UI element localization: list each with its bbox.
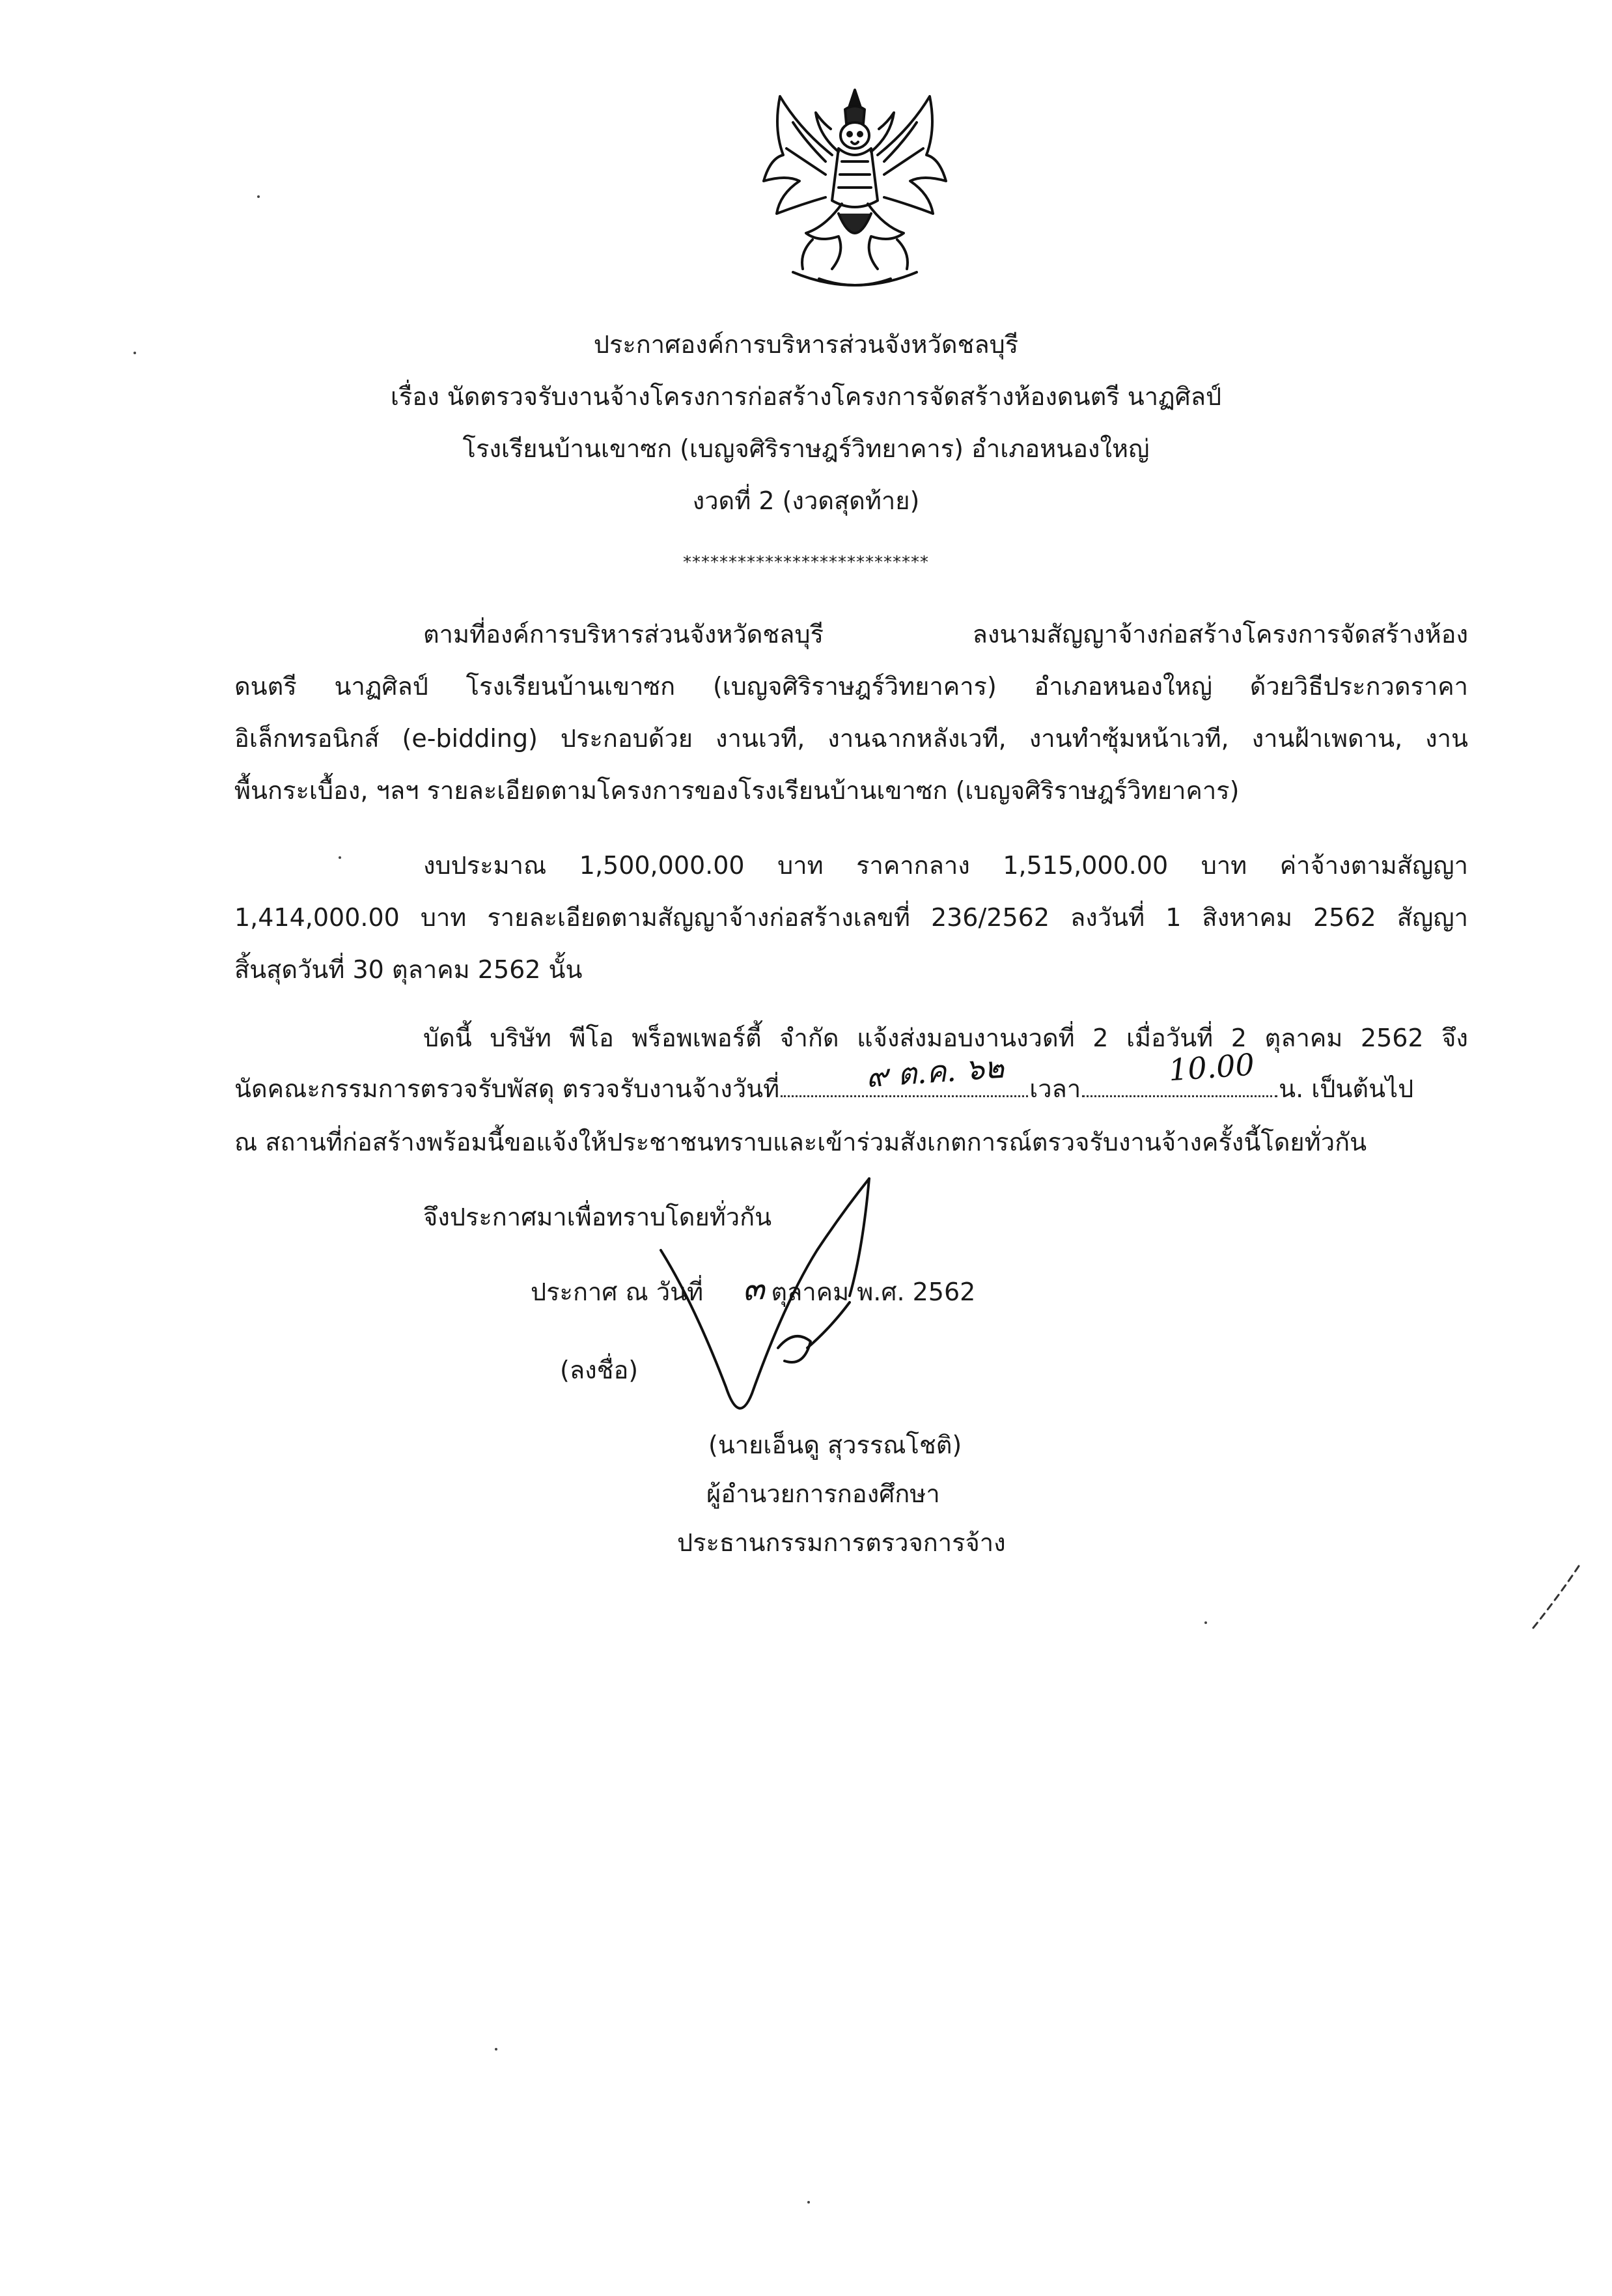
closing-announce: จึงประกาศมาเพื่อทราบโดยทั่วกัน — [423, 1203, 772, 1231]
subject-line-1: เรื่อง นัดตรวจรับงานจ้างโครงการก่อสร้างโครงการจัดสร้างห้องดนตรี นาฏศิลป์ — [390, 382, 1222, 411]
scan-speck — [807, 2201, 810, 2204]
scan-speck — [495, 2048, 497, 2051]
paragraph1-line1: ตามที่องค์การบริหารส่วนจังหวัดชลบุรี ลงนามสัญญาจ้างก่อสร้างโครงการจัดสร้างห้อง — [423, 620, 1468, 649]
garuda-emblem-icon — [754, 83, 956, 298]
inspection-time-suffix: น. เป็นต้นไป — [1279, 1074, 1414, 1103]
paragraph2-line3: สิ้นสุดวันที่ 30 ตุลาคม 2562 นั้น — [234, 955, 583, 984]
signer-position-2: ประธานกรรมการตรวจการจ้าง — [677, 1528, 1006, 1557]
handwritten-signature — [654, 1172, 902, 1446]
announcement-date-suffix: ตุลาคม พ.ศ. 2562 — [771, 1278, 976, 1306]
handwritten-inspection-date: ๙ ต.ค. ๖๒ — [865, 1049, 1005, 1095]
inspection-time-label: เวลา — [1029, 1074, 1081, 1103]
scan-speck — [257, 195, 260, 198]
paragraph1-line2: ดนตรี นาฏศิลป์ โรงเรียนบ้านเขาซก (เบญจศิริราษฎร์วิทยาคาร) อำเภอหนองใหญ่ ด้วยวิธีประกวดราคา — [234, 672, 1468, 701]
signer-position-1: ผู้อำนวยการกองศึกษา — [706, 1479, 940, 1508]
separator-line: *************************** — [683, 553, 929, 572]
handwritten-announcement-day: ๓ — [740, 1268, 766, 1309]
scan-speck — [339, 856, 341, 859]
signer-name: (นายเอ็นดู สุวรรณโชติ) — [708, 1431, 962, 1459]
paragraph3-line1: บัดนี้ บริษัท พีโอ พร็อพเพอร์ตี้ จำกัด แจ้งส่งมอบงานงวดที่ 2 เมื่อวันที่ 2 ตุลาคม 2562 จึง — [423, 1024, 1468, 1052]
subject-line-2: โรงเรียนบ้านเขาซก (เบญจศิริราษฎร์วิทยาคาร) อำเภอหนองใหญ่ — [462, 434, 1150, 463]
subject-line-3: งวดที่ 2 (งวดสุดท้าย) — [692, 486, 920, 515]
scan-speck — [1204, 1621, 1207, 1624]
paragraph3-line2 — [234, 1073, 1468, 1104]
paragraph2-line1: งบประมาณ 1,500,000.00 บาท ราคากลาง 1,515,000.00 บาท ค่าจ้างตามสัญญา — [423, 851, 1468, 880]
paragraph3-line3: ณ สถานที่ก่อสร้างพร้อมนี้ขอแจ้งให้ประชาชนทราบและเข้าร่วมสังเกตการณ์ตรวจรับงานจ้างครั้งนี้โดยทั่วกัน — [234, 1128, 1367, 1156]
announcement-title: ประกาศองค์การบริหารส่วนจังหวัดชลบุรี — [593, 330, 1019, 359]
scan-speck — [133, 352, 136, 354]
paragraph1-line4: พื้นกระเบื้อง, ฯลฯ รายละเอียดตามโครงการของโรงเรียนบ้านเขาซก (เบญจศิริราษฎร์วิทยาคาร) — [234, 776, 1240, 805]
inspection-date-label: นัดคณะกรรมการตรวจรับพัสดุ ตรวจรับงานจ้างวันที่ — [234, 1074, 780, 1103]
margin-mark — [1527, 1563, 1585, 1634]
signed-label: (ลงชื่อ) — [560, 1356, 639, 1384]
paragraph2-line2: 1,414,000.00 บาท รายละเอียดตามสัญญาจ้างก่อสร้างเลขที่ 236/2562 ลงวันที่ 1 สิงหาคม 2562 สัญญา — [234, 903, 1468, 932]
announcement-date-prefix: ประกาศ ณ วันที่ — [531, 1278, 704, 1306]
handwritten-inspection-time: 10.00 — [1167, 1046, 1256, 1088]
paragraph1-line3: อิเล็กทรอนิกส์ (e-bidding) ประกอบด้วย งานเวที, งานฉากหลังเวที, งานทำซุ้มหน้าเวที, งานฝ้าเพดาน, งาน — [234, 724, 1468, 753]
